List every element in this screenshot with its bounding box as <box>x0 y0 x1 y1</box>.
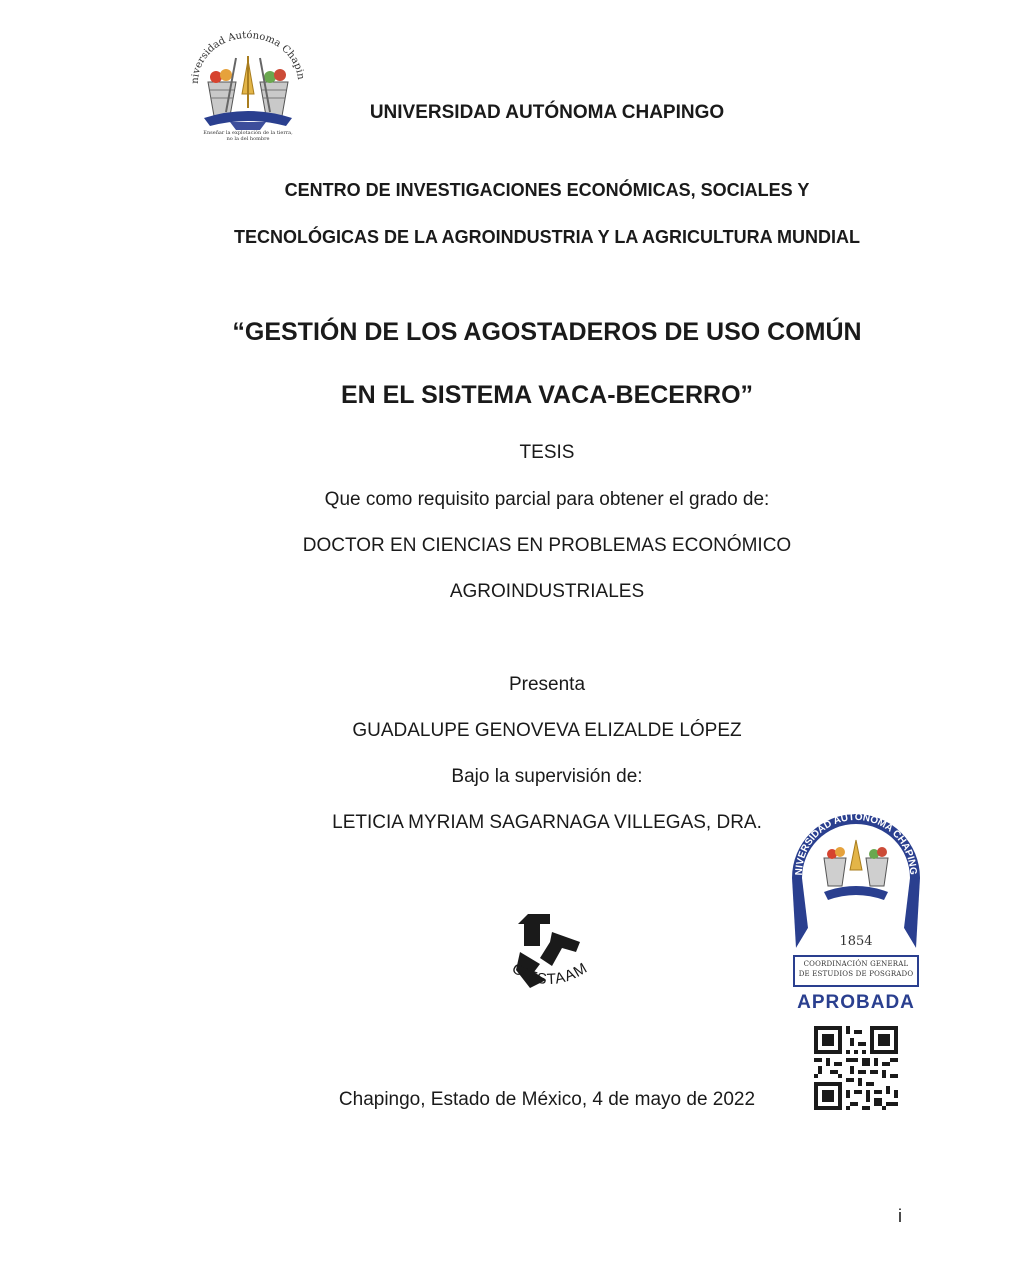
university-name: UNIVERSIDAD AUTÓNOMA CHAPINGO <box>369 102 725 123</box>
ciestaam-logo <box>490 908 610 1008</box>
degree-requirement: Que como requisito parcial para obtener el grado de: <box>324 489 770 510</box>
page-number: i <box>898 1206 902 1226</box>
seal-arc-text: NIVERSIDAD AUTÓNOMA CHAPING <box>793 811 919 876</box>
supervisor-name: LETICIA MYRIAM SAGARNAGA VILLEGAS, DRA. <box>332 812 762 833</box>
seal-year: 1854 <box>839 934 873 949</box>
seal-coordination-line2: DE ESTUDIOS DE POSGRADO <box>798 970 914 978</box>
degree-name-line1: DOCTOR EN CIENCIAS EN PROBLEMAS ECONÓMICO <box>302 535 792 556</box>
seal-coordination-line1: COORDINACIÓN GENERAL <box>803 960 909 968</box>
author-name: GUADALUPE GENOVEVA ELIZALDE LÓPEZ <box>352 720 742 741</box>
supervision-label: Bajo la supervisión de: <box>451 766 643 787</box>
presenta-label: Presenta <box>508 674 586 695</box>
degree-name-line2: AGROINDUSTRIALES <box>449 581 645 602</box>
ciestaam-text: CIESTAAM <box>508 959 591 989</box>
approval-seal <box>788 808 924 1020</box>
place-date: Chapingo, Estado de México, 4 de mayo de 2022 <box>338 1089 756 1110</box>
logo-motto: Enseñar la explotación de la tierra, no la del hombre <box>203 130 293 142</box>
thesis-title-line1: “GESTIÓN DE LOS AGOSTADEROS DE USO COMÚN <box>232 318 862 346</box>
approval-status: APROBADA <box>797 992 915 1013</box>
university-logo <box>186 30 310 145</box>
center-name-line1: CENTRO DE INVESTIGACIONES ECONÓMICAS, SOCIALES Y <box>284 180 810 200</box>
center-name-line2: TECNOLÓGICAS DE LA AGROINDUSTRIA Y LA AGRICULTURA MUNDIAL <box>234 227 860 247</box>
thesis-title-line2: EN EL SISTEMA VACA-BECERRO” <box>340 381 754 409</box>
logo-arc-text: niversidad Autónoma Chapin <box>189 30 307 85</box>
document-type: TESIS <box>519 442 575 463</box>
